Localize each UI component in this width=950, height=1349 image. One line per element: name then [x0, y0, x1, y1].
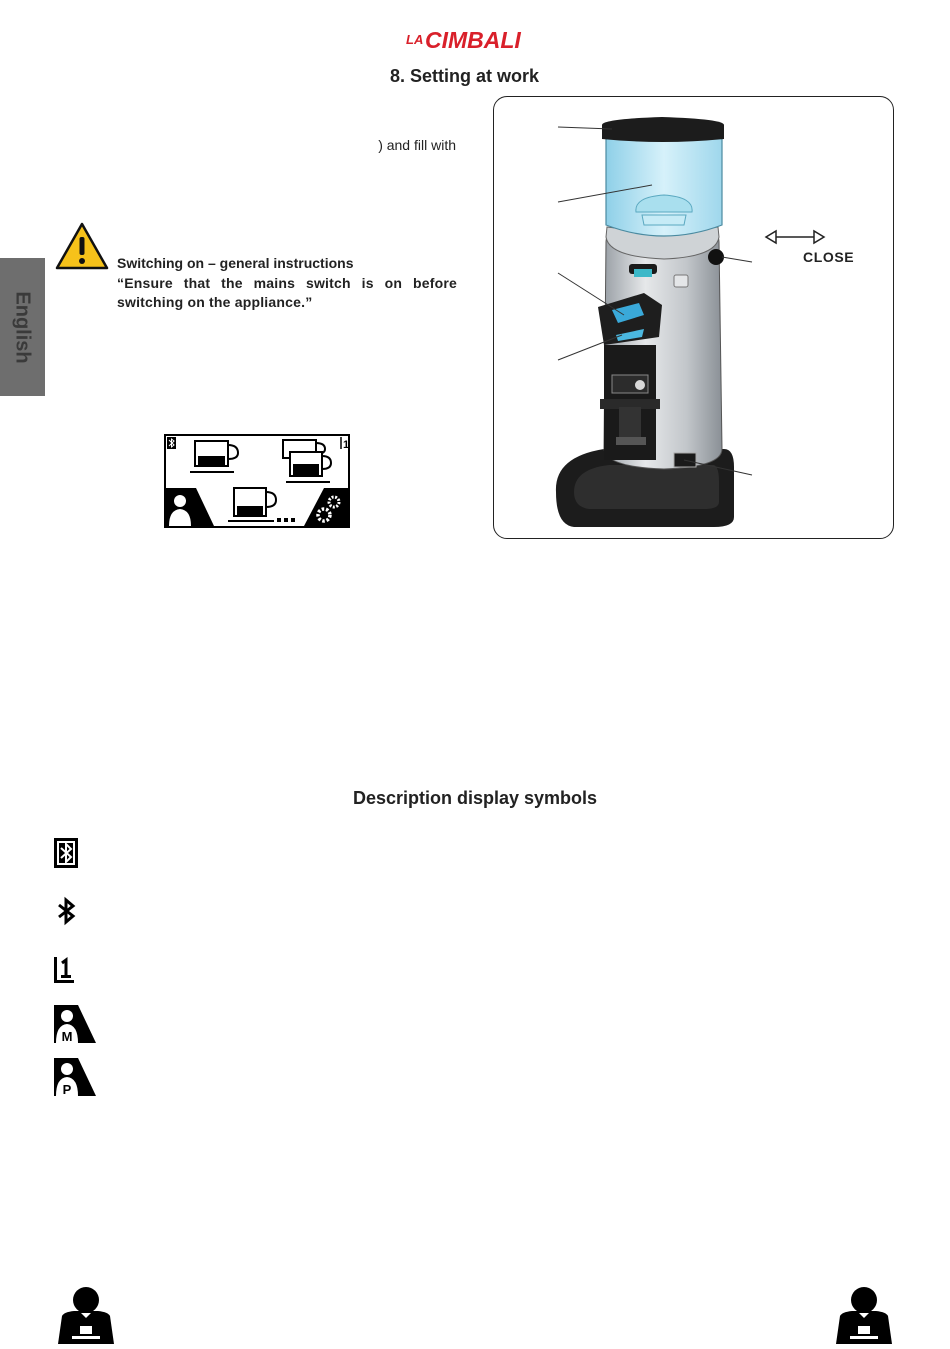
- barista-icon-right: [832, 1286, 896, 1344]
- double-cup-icon: [283, 440, 331, 482]
- grinder-illustration: [494, 97, 893, 538]
- language-tab-label: English: [12, 290, 35, 364]
- single-cup-icon: [190, 441, 238, 472]
- warning-heading: Switching on – general instructions: [117, 255, 354, 271]
- warning-icon: [55, 222, 109, 270]
- user-p-icon: [54, 1058, 96, 1096]
- user-m-icon: [54, 1005, 96, 1043]
- close-label: CLOSE: [803, 249, 855, 265]
- brand-logo: [400, 18, 550, 58]
- bluetooth-icon: [54, 898, 78, 924]
- svg-text:1: 1: [343, 439, 350, 451]
- bluetooth-boxed-icon: [167, 437, 176, 449]
- user-icon: [166, 488, 214, 526]
- warning-quote: “Ensure that the mains switch is on before switching on the appliance.”: [117, 275, 457, 310]
- display-screen: [164, 434, 350, 528]
- svg-text:LA: LA: [406, 32, 424, 47]
- symbols-section-title: Description display symbols: [352, 788, 598, 808]
- free-dose-cup-icon: [228, 488, 295, 522]
- bluetooth-boxed-icon: [54, 838, 78, 868]
- svg-text:CIMBALI: CIMBALI: [425, 27, 521, 53]
- settings-gear-icon: [304, 488, 348, 526]
- svg-text:P: P: [62, 1082, 72, 1097]
- grinder-count-icon: [341, 437, 349, 451]
- svg-text:M: M: [61, 1029, 73, 1044]
- fill-instruction-text: ) and fill with: [378, 137, 456, 153]
- barista-icon-left: [54, 1286, 118, 1344]
- grinder-count-1-icon: [54, 955, 76, 985]
- section-title: 8. Setting at work: [390, 66, 540, 86]
